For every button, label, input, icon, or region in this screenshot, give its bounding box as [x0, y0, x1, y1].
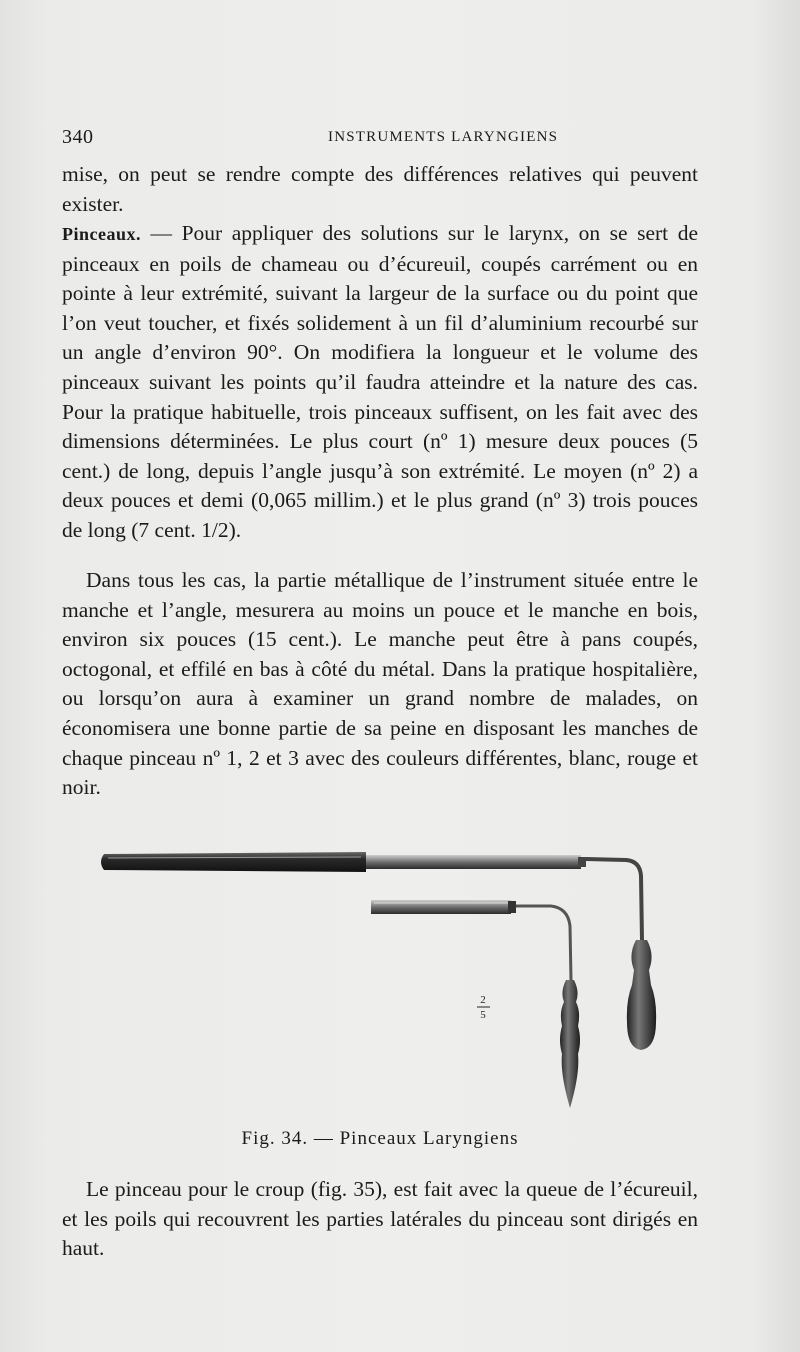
figure-laryngeal-brushes: [96, 840, 676, 1120]
medium-brush-wire: [516, 906, 571, 980]
paragraph-croup: [62, 1175, 698, 1264]
paragraph-croup-text: Le pinceau pour le croup (fig. 35), est fait avec la queue de l’écureuil, et les poils qui recouvrent les parties latérales du pinceau sont dirigés en haut.: [62, 1177, 698, 1261]
large-brush-wire: [586, 859, 642, 940]
medium-brush-bristles: [560, 980, 580, 1108]
paragraph-pinceaux-text: — Pour appliquer des solutions sur le larynx, on se sert de pinceaux en poils de chameau ou d’écureuil, coupés carrément ou en pointe à leur extrémité, suivant la largeur de la surface ou du point que l’on veut toucher, et fixés solidement à un fil d’aluminium recourbé sur un angle d’environ 90°. On modifiera la longueur et le volume des pinceaux suivant les points qu’il faudra atteindre et la nature des cas. Pour la pratique habituelle, trois pinceaux suffisent, on les fait avec des dimensions déterminées. Le plus court (nº 1) mesure deux pouces (5 cent.) de long, depuis l’angle jusqu’à son extrémité. Le moyen (nº 2) a deux pouces et demi (0,065 millim.) et le plus grand (nº 3) trois pouces de long (7 cent. 1/2).: [62, 221, 698, 542]
brushes-illustration: [96, 840, 676, 1120]
scale-numerator: 2: [480, 994, 486, 1006]
page-number: 340: [62, 126, 94, 148]
large-brush-bristles: [627, 940, 656, 1050]
medium-brush: [371, 900, 580, 1108]
paragraph-pinceaux: [62, 219, 698, 546]
paragraph-dimensions: [62, 566, 698, 803]
figure-caption: Fig. 34. — Pinceaux Laryngiens: [241, 1128, 519, 1149]
section-heading-pinceaux: Pinceaux.: [62, 224, 141, 244]
running-title: INSTRUMENTS LARYNGIENS: [328, 129, 559, 145]
paragraph-continuation: [62, 160, 698, 219]
page-header: [62, 126, 698, 150]
scale-denominator: 5: [480, 1009, 486, 1021]
scale-mark: [477, 994, 490, 1021]
medium-brush-handle: [371, 900, 511, 914]
large-brush-ferrule: [366, 855, 581, 869]
paragraph-continuation-text: mise, on peut se rendre compte des différences relatives qui peuvent exister.: [62, 162, 698, 216]
large-brush-handle: [101, 852, 366, 872]
paragraph-dimensions-text: Dans tous les cas, la partie métallique de l’instrument située entre le manche et l’angle, mesurera au moins un pouce et le manche en bois, environ six pouces (15 cent.). Le manche peut être à pans coupés, octogonal, et effilé en bas à côté du métal. Dans la pratique hospitalière, ou lorsqu’on aura à examiner un grand nombre de malades, on économisera une bonne partie de sa peine en disposant les manches de chaque pinceau nº 1, 2 et 3 avec des couleurs différentes, blanc, rouge et noir.: [62, 568, 698, 800]
